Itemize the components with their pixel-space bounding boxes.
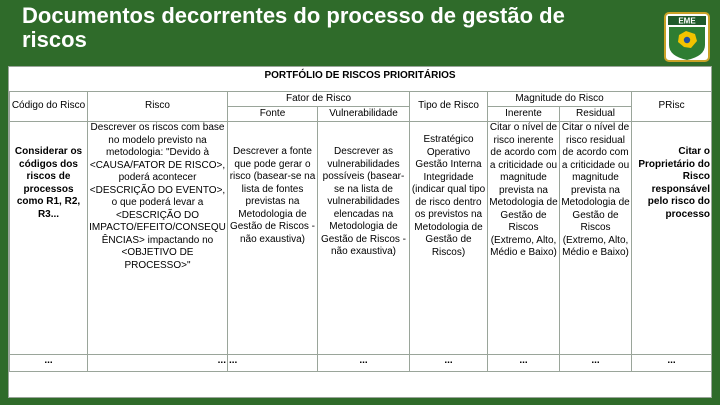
cell-prisc: Citar o Proprietário do Risco responsável pelo risco do processo [632,122,712,355]
header-fonte: Fonte [228,107,318,122]
ellipsis-cell: ... [228,355,318,372]
header-risco: Risco [88,92,228,122]
header-prisc: PRisc [632,92,712,122]
cell-tipo: Estratégico Operativo Gestão Interna Integridade (indicar qual tipo de risco dentro os previstos na Metodologia de Gestão de Riscos) [410,122,488,355]
ellipsis-cell: ... [318,355,410,372]
ellipsis-cell: ... [410,355,488,372]
ellipsis-cell: ... [560,355,632,372]
slide-title: Documentos decorrentes do processo de gestão de riscos [22,3,565,52]
table-row [10,122,712,355]
ellipsis-cell: ... [88,355,228,372]
logo-text: EME [678,16,696,26]
header-codigo: Código do Risco [10,92,88,122]
header-vulnerabilidade: Vulnerabilidade [318,107,410,122]
ellipsis-cell: ... [10,355,88,372]
header-inerente: Inerente [488,107,560,122]
cell-risco: Descrever os riscos com base no modelo previsto na metodologia: "Devido à <CAUSA/FATOR DE RISCO>, poderá acontecer <DESCRIÇÃO DO EVENTO>, o que poderá levar a <DESCRIÇÃO DO IMPACTO/EFEITO/CONSEQUÊNCIAS> impactando no <OBJETIVO DE PROCESSO>" [88,122,228,355]
cell-fonte: Descrever a fonte que pode gerar o risco (basear-se na lista de fontes previstas na Metodologia de Gestão de Riscos - não exaustiva) [228,122,318,355]
header-magnitude: Magnitude do Risco [488,92,632,107]
header-fator: Fator de Risco [228,92,410,107]
table-row [10,355,712,372]
risk-portfolio-table [9,91,712,372]
ellipsis-cell: ... [488,355,560,372]
header-residual: Residual [560,107,632,122]
header-tipo: Tipo de Risco [410,92,488,122]
cell-vulnerabilidade: Descrever as vulnerabilidades possíveis (basear-se na lista de vulnerabilidades elencadas na Metodologia de Gestão de Riscos - não exaustiva) [318,122,410,355]
cell-codigo: Considerar os códigos dos riscos de processos como R1, R2, R3... [10,122,88,355]
portfolio-title: PORTFÓLIO DE RISCOS PRIORITÁRIOS [264,70,456,81]
cell-residual: Citar o nível de risco residual de acordo com a criticidade ou magnitude prevista na Metodologia de Gestão de Riscos (Extremo, Alto, Médio e Baixo) [560,122,632,355]
portfolio-sheet [8,66,712,398]
cell-inerente: Citar o nível de risco inerente de acordo com a criticidade ou magnitude prevista na Metodologia de Gestão de Riscos (Extremo, Alto, Médio e Baixo) [488,122,560,355]
ellipsis-cell: ... [632,355,712,372]
eme-shield-logo [664,12,710,62]
